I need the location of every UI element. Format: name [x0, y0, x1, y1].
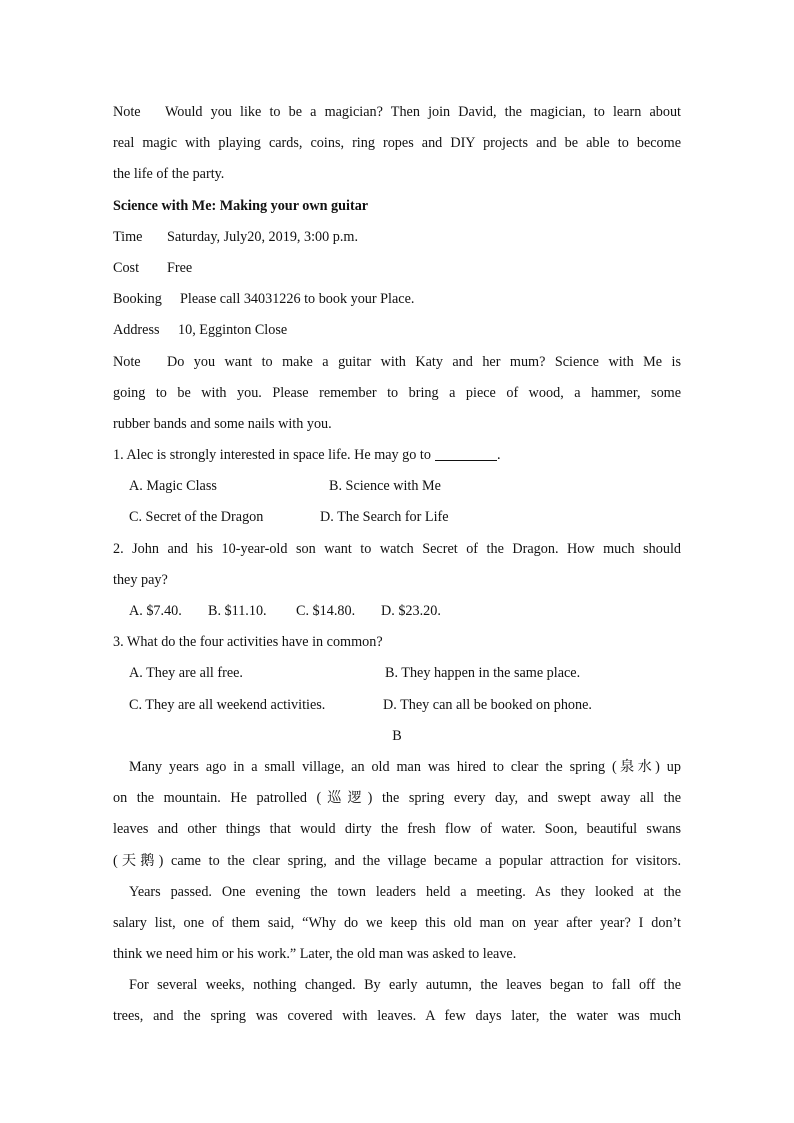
- science-note-text: Do you want to make a guitar with Katy and her mum? Science with Me is: [167, 353, 681, 370]
- question-3-options-row-1: [113, 658, 681, 689]
- paragraph-1-line-4: (天鹅) came to the clear spring, and the village became a popular attraction for visitors.: [113, 852, 681, 869]
- paragraph-2-line-3: think we need him or his work.” Later, the old man was asked to leave.: [113, 946, 517, 963]
- question-2-stem-line-1: 2. John and his 10-year-old son want to watch Secret of the Dragon. How much should: [113, 540, 681, 557]
- option-c: C. They are all weekend activities.: [129, 696, 326, 713]
- magic-note-line-1: [113, 97, 681, 128]
- cost-label: Cost: [113, 259, 140, 276]
- question-1-stem: [113, 440, 681, 471]
- magic-note-line-2: real magic with playing cards, coins, ring ropes and DIY projects and be able to become: [113, 135, 681, 152]
- question-2-options: [113, 596, 681, 627]
- section-b-heading: B: [392, 727, 402, 744]
- paragraph-1-line-1: Many years ago in a small village, an old man was hired to clear the spring (泉水) up: [129, 758, 681, 775]
- address-value: 10, Egginton Close: [178, 322, 288, 339]
- science-note-line-2: going to be with you. Please remember to bring a piece of wood, a hammer, some: [113, 384, 681, 401]
- booking-label: Booking: [113, 291, 162, 308]
- address-label: Address: [113, 322, 160, 339]
- answer-blank: [435, 446, 497, 461]
- cost-value: Free: [167, 259, 193, 276]
- option-c: C. $14.80.: [296, 603, 356, 619]
- option-c: C. Secret of the Dragon: [129, 509, 264, 526]
- question-2-stem-line-2: they pay?: [113, 571, 168, 588]
- option-d: D. They can all be booked on phone.: [383, 696, 592, 713]
- note-label: Note: [113, 104, 141, 120]
- science-note-line-1: [113, 347, 681, 378]
- option-a: A. They are all free.: [129, 665, 243, 682]
- option-d: D. $23.20.: [381, 603, 441, 619]
- paragraph-3-line-1: For several weeks, nothing changed. By early autumn, the leaves began to fall off the: [129, 977, 681, 994]
- magic-note-text: Would you like to be a magician? Then join David, the magician, to learn about: [165, 104, 681, 120]
- option-a: A. $7.40.: [129, 603, 182, 619]
- science-address: [113, 315, 681, 346]
- science-title: Science with Me: Making your own guitar: [113, 197, 369, 214]
- science-booking: [113, 284, 681, 315]
- option-b: B. Science with Me: [329, 478, 441, 495]
- question-1-end: .: [496, 447, 501, 464]
- question-1-options-row-1: [113, 471, 681, 502]
- option-b: B. $11.10.: [208, 603, 267, 619]
- question-3-stem: 3. What do the four activities have in common?: [113, 634, 383, 651]
- question-3-options-row-2: [113, 690, 681, 721]
- paragraph-2-line-2: salary list, one of them said, “Why do we keep this old man on year after year? I don’t: [113, 914, 681, 931]
- question-1-text: 1. Alec is strongly interested in space life. He may go to: [113, 447, 431, 464]
- note-label: Note: [113, 353, 141, 370]
- option-d: D. The Search for Life: [320, 509, 449, 526]
- paragraph-1-line-2: on the mountain. He patrolled (巡逻) the spring every day, and swept away all the: [113, 790, 681, 807]
- booking-value: Please call 34031226 to book your Place.: [180, 291, 415, 308]
- magic-note-line-3: the life of the party.: [113, 166, 225, 183]
- option-a: A. Magic Class: [129, 478, 217, 495]
- time-value: Saturday, July20, 2019, 3:00 p.m.: [167, 228, 358, 245]
- science-note-line-3: rubber bands and some nails with you.: [113, 415, 332, 432]
- paragraph-1-line-3: leaves and other things that would dirty the fresh flow of water. Soon, beautiful swans: [113, 821, 681, 838]
- option-b: B. They happen in the same place.: [385, 665, 581, 682]
- document-page: [113, 97, 681, 1033]
- paragraph-3-line-2: trees, and the spring was covered with leaves. A few days later, the water was much: [113, 1008, 681, 1025]
- science-time: [113, 222, 681, 253]
- science-cost: [113, 253, 681, 284]
- paragraph-2-line-1: Years passed. One evening the town leaders held a meeting. As they looked at the: [129, 883, 681, 900]
- question-1-options-row-2: [113, 502, 681, 533]
- time-label: Time: [113, 228, 143, 245]
